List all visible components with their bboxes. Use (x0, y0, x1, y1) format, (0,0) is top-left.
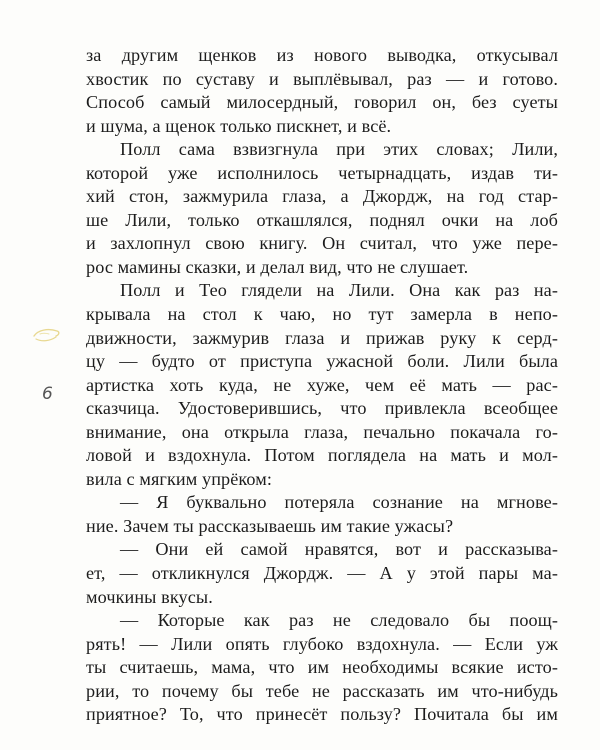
text-line: Полл сама взвизгнула при этих словах; Лили, (120, 139, 558, 160)
text-line: внимание, она открыла глаза, печально покачала го- (86, 421, 558, 442)
text-line: вила с мягким упрёком: (86, 468, 273, 489)
text-line: сказчица. Удостоверившись, что привлекла всеобщее (86, 398, 558, 419)
text-line: — Я буквально потеряла сознание на мгнове- (120, 492, 558, 513)
text-line: крывала на стол к чаю, но тут замерла в непо- (86, 304, 558, 325)
text-line: — Они ей самой нравятся, вот и рассказыва- (120, 539, 558, 560)
text-line: рос мамины сказки, и делал вид, что не слушает. (86, 256, 469, 277)
text-line: и захлопнул свою книгу. Он считал, что уже перe- (86, 233, 558, 254)
text-line: артистка хоть куда, не хуже, чем её мать — рас- (86, 374, 558, 395)
text-line: ловой и вздохнула. Потом поглядела на мать и мол- (86, 445, 558, 466)
text-line: мочкины вкусы. (86, 586, 213, 607)
text-line: ет, — откликнулся Джордж. — А у этой пары ма- (86, 563, 558, 584)
text-line: рять! — Лили опять глубоко вздохнула. — Если уж (86, 633, 558, 654)
text-line: приятное? То, что принесёт пользу? Почитала бы им (86, 704, 558, 725)
pencil-mark-icon (30, 322, 64, 348)
text-line: ше Лили, только откашлялся, поднял очки на лоб (86, 209, 558, 230)
body-text (86, 44, 558, 727)
text-line: и шума, а щенок только пискнет, и всё. (86, 115, 392, 136)
text-line: — Которые как раз не следовало бы поощ- (120, 610, 558, 631)
text-line: движности, зажмурив глаза и прижав руку к серд- (86, 327, 558, 348)
text-line: которой уже исполнилось четырнадцать, издав ти- (86, 162, 558, 183)
text-line: рии, то почему бы тебе не рассказать им что-нибудь (86, 680, 558, 701)
text-line: хвостик по суставу и выплёвывал, раз — и готово. (86, 68, 558, 89)
text-line: за другим щенков из нового выводка, откусывал (86, 45, 558, 65)
text-line: Способ самый милосердный, говорил он, без суеты (86, 92, 558, 113)
page-number: 6 (42, 384, 53, 404)
text-line: Полл и Тео глядели на Лили. Она как раз на- (120, 280, 558, 301)
text-line: ние. Зачем ты рассказываешь им такие ужасы? (86, 515, 454, 536)
text-line: ты считаешь, мама, что им необходимы всякие исто- (86, 657, 558, 678)
text-line: хий стон, зажмурила глаза, а Джордж, на год стар- (86, 186, 558, 207)
text-line: цу — будто от приступа ужасной боли. Лили была (86, 351, 558, 372)
